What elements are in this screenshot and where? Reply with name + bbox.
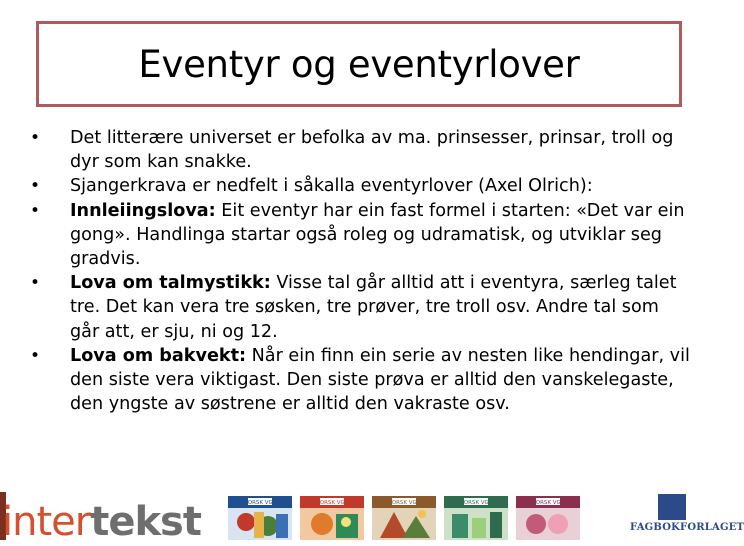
bullet-text: Eit eventyr har ein fast formel i starten: «Det var ein gong». Handlinga startar også roleg og udramatisk, og utviklar seg gradvis. [70,200,685,270]
publisher-logo [630,494,744,540]
book-cover-3-image [372,496,436,540]
title-box [36,21,682,107]
bullet-heading: Lova om talmystikk: [70,273,271,294]
bullet-icon: • [30,200,41,221]
book-cover-2-image [300,496,364,540]
bullet-text: Når ein finn ein serie av nesten like hendingar, vil den siste vera viktigast. Den siste prøva er alltid den vanskelegaste, den yngste av søstrene er alltid den vakraste osv. [70,345,690,415]
bullet-text: Sjangerkrava er nedfelt i såkalla eventyrlover (Axel Olrich): [70,176,593,197]
book-cover-1-label: NORSK VG1 [243,500,277,506]
book-cover-4-image [444,496,508,540]
publisher-mark-icon [658,494,686,520]
bullet-item [28,344,692,417]
bullet-heading: Innleiingslova: [70,200,216,221]
bullet-icon: • [30,128,41,148]
intertekst-logo [0,492,208,545]
book-cover-5 [516,496,580,540]
book-cover-5-image [516,496,580,540]
footer-bar [0,492,744,545]
bullet-icon: • [30,273,41,294]
bullet-text: Visse tal går alltid att i eventyra, særleg talet tre. Det kan vera tre søsken, tre prøver, tre troll osv. Andre tal som går att, er sju, ni og 12. [70,273,677,342]
logo-wordmark [2,498,201,546]
bullet-list [28,126,692,416]
slide-title: Eventyr og eventyrlover [138,42,580,86]
book-cover-4-label: NORSK VG1 [459,500,493,506]
bullet-item [28,199,692,272]
bullet-item [28,126,692,174]
bullet-item [28,174,692,198]
book-cover-5-label: NORSK VG1 [531,500,565,506]
bullet-icon: • [30,345,41,366]
bullet-heading: Lova om bakvekt: [70,345,247,366]
bullet-icon: • [30,176,41,197]
book-cover-3-label: NORSK VG1 [387,500,421,506]
logo-inter-text: inter [2,499,91,545]
publisher-name: FAGBOKFORLAGET [630,522,744,533]
book-cover-1-image [228,496,292,540]
book-cover-4 [444,496,508,540]
logo-tekst-text: tekst [90,499,201,545]
bullet-text: Det litterære universet er befolka av ma. prinsesser, prinsar, troll og dyr som kan snakke. [70,128,674,173]
book-cover-2-label: NORSK VG1 [315,500,349,506]
book-cover-3 [372,496,436,540]
bullet-item [28,271,692,344]
book-cover-2 [300,496,364,540]
book-cover-1 [228,496,292,540]
